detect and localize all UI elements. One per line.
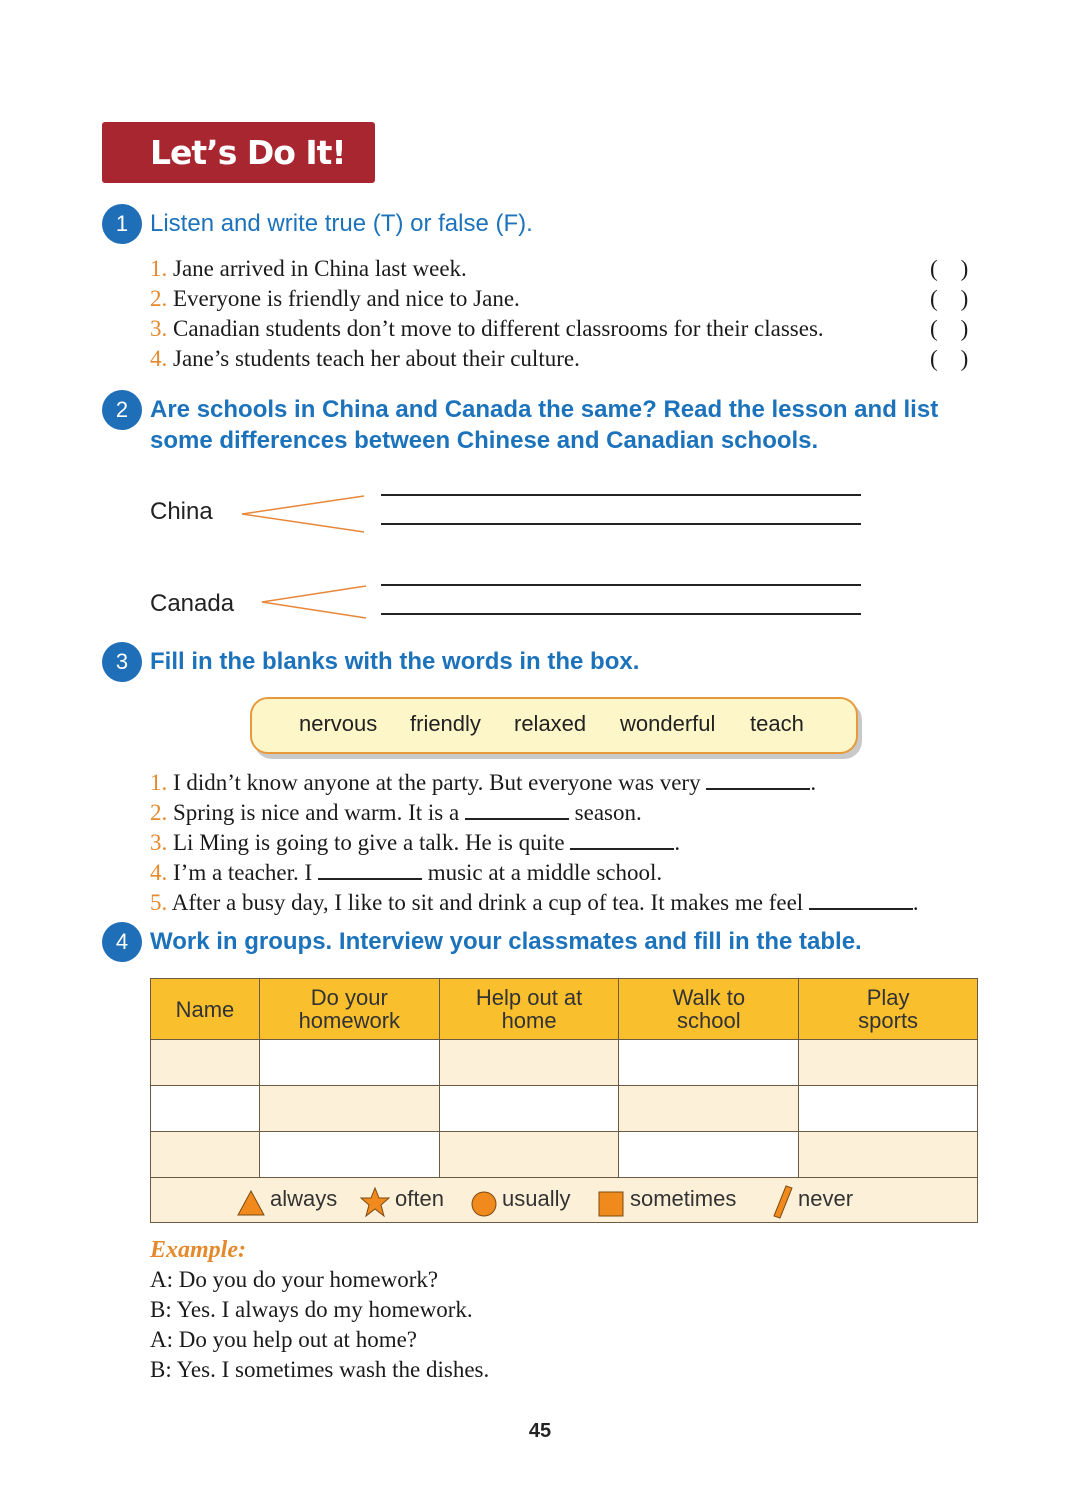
blank-field[interactable] xyxy=(465,800,569,820)
item-text-after: . xyxy=(674,830,681,855)
table-cell[interactable] xyxy=(799,1040,978,1086)
canada-bracket-lines xyxy=(258,582,370,622)
answer-parentheses-2[interactable]: ( ) xyxy=(930,286,969,311)
section-3-badge: 3 xyxy=(102,642,142,682)
table-row xyxy=(151,1086,978,1132)
column-header-name: Name xyxy=(151,979,260,1040)
item-text-after: season. xyxy=(568,800,642,825)
section-4-heading: Work in groups. Interview your classmates and fill in the table. xyxy=(150,928,862,955)
tf-item-3 xyxy=(150,316,824,342)
answer-line[interactable] xyxy=(381,494,861,496)
word-option: relaxed xyxy=(514,711,587,736)
item-number: 4. xyxy=(150,860,168,885)
item-text-before: I’m a teacher. I xyxy=(173,860,318,885)
section-1-badge: 1 xyxy=(102,204,142,244)
table-cell[interactable] xyxy=(799,1086,978,1132)
item-number: 4. xyxy=(150,346,168,371)
item-text-before: Li Ming is going to give a talk. He is quite xyxy=(173,830,571,855)
star-icon xyxy=(359,1186,391,1218)
table-cell[interactable] xyxy=(439,1086,619,1132)
section-banner xyxy=(102,122,375,183)
legend-label-always: always xyxy=(270,1186,338,1211)
example-label: Example: xyxy=(150,1237,246,1263)
table-cell[interactable] xyxy=(619,1132,799,1178)
fill-item-4 xyxy=(150,860,662,886)
word-box xyxy=(250,697,858,754)
table-cell[interactable] xyxy=(259,1086,439,1132)
legend-label-usually: usually xyxy=(502,1186,571,1211)
table-cell[interactable] xyxy=(259,1132,439,1178)
table-cell[interactable] xyxy=(619,1040,799,1086)
answer-line[interactable] xyxy=(381,584,861,586)
table-cell[interactable] xyxy=(151,1040,260,1086)
section-3-heading: Fill in the blanks with the words in the box. xyxy=(150,648,640,675)
blank-field[interactable] xyxy=(570,830,674,850)
circle-icon xyxy=(470,1190,498,1218)
item-number: 5. xyxy=(150,890,168,915)
answer-parentheses-3[interactable]: ( ) xyxy=(930,316,969,341)
table-cell[interactable] xyxy=(151,1132,260,1178)
tf-item-4 xyxy=(150,346,580,372)
page-number: 45 xyxy=(528,1420,552,1442)
answer-line[interactable] xyxy=(381,613,861,615)
column-header-homework: Do your homework xyxy=(259,979,439,1040)
example-line-2: B: Yes. I always do my homework. xyxy=(150,1297,473,1322)
table-cell[interactable] xyxy=(439,1132,619,1178)
tf-item-2 xyxy=(150,286,520,312)
item-number: 1. xyxy=(150,770,168,795)
section-2-badge: 2 xyxy=(102,390,142,430)
item-number: 1. xyxy=(150,256,168,281)
tf-item-1 xyxy=(150,256,467,282)
item-text-after: music at a middle school. xyxy=(421,860,663,885)
section-1-heading: Listen and write true (T) or false (F). xyxy=(150,210,533,237)
fill-item-3 xyxy=(150,830,680,856)
triangle-icon xyxy=(236,1189,266,1217)
table-cell[interactable] xyxy=(439,1040,619,1086)
fill-item-1 xyxy=(150,770,816,796)
section-4-badge: 4 xyxy=(102,922,142,962)
table-header-row xyxy=(151,979,978,1040)
table-cell[interactable] xyxy=(799,1132,978,1178)
country-label-china: China xyxy=(150,498,213,525)
slash-icon xyxy=(772,1184,794,1220)
square-icon xyxy=(598,1191,624,1217)
item-text-before: Spring is nice and warm. It is a xyxy=(173,800,465,825)
section-2-heading-line-1: Are schools in China and Canada the same? Read the lesson and list xyxy=(150,396,939,423)
legend-label-often: often xyxy=(395,1186,444,1211)
table-cell[interactable] xyxy=(619,1086,799,1132)
blank-field[interactable] xyxy=(318,860,422,880)
item-text: Canadian students don’t move to different classrooms for their classes. xyxy=(173,316,824,341)
blank-field[interactable] xyxy=(706,770,810,790)
item-number: 2. xyxy=(150,800,168,825)
item-text: Jane arrived in China last week. xyxy=(173,256,467,281)
answer-parentheses-4[interactable]: ( ) xyxy=(930,346,969,371)
example-line-4: B: Yes. I sometimes wash the dishes. xyxy=(150,1357,490,1382)
fill-item-2 xyxy=(150,800,642,826)
example-line-3: A: Do you help out at home? xyxy=(150,1327,418,1352)
item-text-after: . xyxy=(810,770,817,795)
table-row xyxy=(151,1132,978,1178)
column-header-sports: Play sports xyxy=(799,979,978,1040)
blank-field[interactable] xyxy=(809,890,913,910)
item-text-before: I didn’t know anyone at the party. But everyone was very xyxy=(173,770,707,795)
item-text: Jane’s students teach her about their culture. xyxy=(173,346,580,371)
table-row xyxy=(151,1040,978,1086)
item-number: 3. xyxy=(150,316,168,341)
answer-line[interactable] xyxy=(381,523,861,525)
item-text: Everyone is friendly and nice to Jane. xyxy=(173,286,520,311)
country-label-canada: Canada xyxy=(150,590,235,617)
word-option: wonderful xyxy=(620,711,716,736)
banner-title: Let’s Do It! xyxy=(150,133,346,172)
word-option: nervous xyxy=(299,711,378,736)
column-header-help-out: Help out at home xyxy=(439,979,619,1040)
china-bracket-lines xyxy=(238,490,368,534)
section-2-heading-line-2: some differences between Chinese and Canadian schools. xyxy=(150,427,819,454)
word-option: friendly xyxy=(410,711,481,736)
legend-label-sometimes: sometimes xyxy=(630,1186,737,1211)
table-cell[interactable] xyxy=(259,1040,439,1086)
column-header-walk: Walk to school xyxy=(619,979,799,1040)
word-option: teach xyxy=(750,711,804,736)
table-cell[interactable] xyxy=(151,1086,260,1132)
legend-label-never: never xyxy=(798,1186,854,1211)
item-text-after: . xyxy=(912,890,919,915)
item-text-before: After a busy day, I like to sit and drink a cup of tea. It makes me feel xyxy=(171,890,809,915)
item-number: 2. xyxy=(150,286,168,311)
example-line-1: A: Do you do your homework? xyxy=(150,1267,439,1292)
fill-item-5 xyxy=(150,890,919,916)
answer-parentheses-1[interactable]: ( ) xyxy=(930,256,969,281)
item-number: 3. xyxy=(150,830,168,855)
